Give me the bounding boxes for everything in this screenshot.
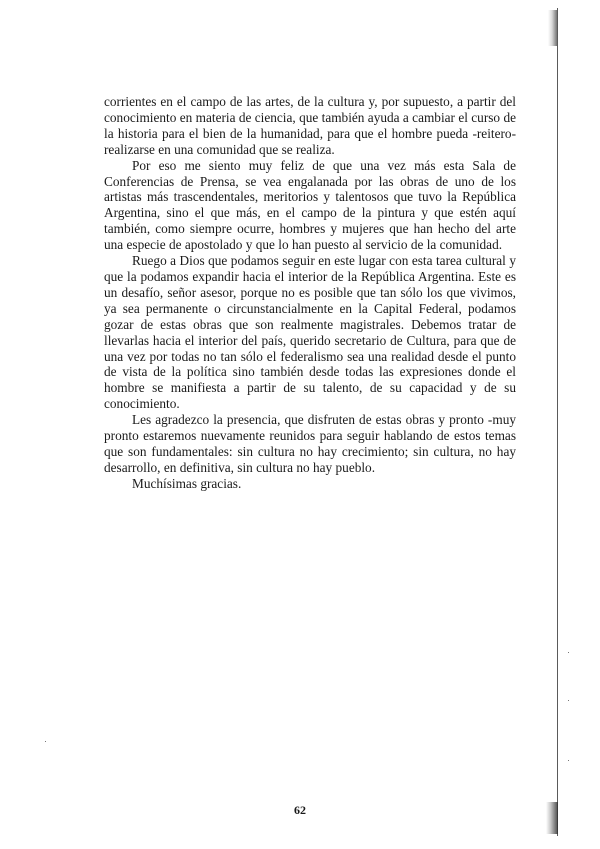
page-number: 62: [294, 803, 306, 817]
paragraph: corrientes en el campo de las artes, de la cultura y, por supuesto, a partir del conocimiento en materia de ciencia, que también ayuda a cambiar el curso de la historia para el bien de la humanidad, para que el hombre pueda -reitero- realizarse en una comunidad que se realiza.: [104, 94, 516, 157]
paragraph: Ruego a Dios que podamos seguir en este lugar con esta tarea cultural y que la podamos expandir hacia el interior de la República Argentina. Este es un desafío, señor asesor, porque no es posible que tan sólo los que vivimos, ya sea permanente o circunstancialmente en la Capital Federal, podamos gozar de estas obras que son realmente magistrales. Debemos tratar de llevarlas hacia el interior del país, querido secretario de Cultura, para que de una vez por todas no tan sólo el federalismo sea una realidad desde el punto de vista de la política sino también desde todas las expresiones donde el hombre se manifiesta a partir de su talento, de su capacidad y de su conocimiento.: [104, 253, 516, 412]
scan-speck: [568, 760, 569, 761]
scan-speck: [45, 741, 46, 742]
scan-edge-line: [549, 8, 558, 836]
paragraph: Muchísimas gracias.: [132, 475, 242, 491]
paragraph: Por eso me siento muy feliz de que una vez más esta Sala de Conferencias de Prensa, se vea engalanada por las obras de uno de los artistas más trascendentales, meritorios y talentosos que tuvo la República Argentina, sino el que más, en el campo de la pintura y que estén aquí también, como siempre ocurre, hombres y mujeres que han hecho del arte una especie de apostolado y que lo han puesto al servicio de la comunidad.: [104, 157, 516, 253]
scan-speck: [568, 700, 569, 701]
body-text: [104, 94, 516, 492]
scan-speck: [568, 652, 569, 653]
paragraph: Les agradezco la presencia, que disfruten de estas obras y pronto -muy pronto estaremos nuevamente reunidos para seguir hablando de estos temas que son fundamentales: sin cultura no hay crecimiento; sin cultura, no hay desarrollo, en definitiva, sin cultura no hay pueblo.: [104, 412, 516, 475]
